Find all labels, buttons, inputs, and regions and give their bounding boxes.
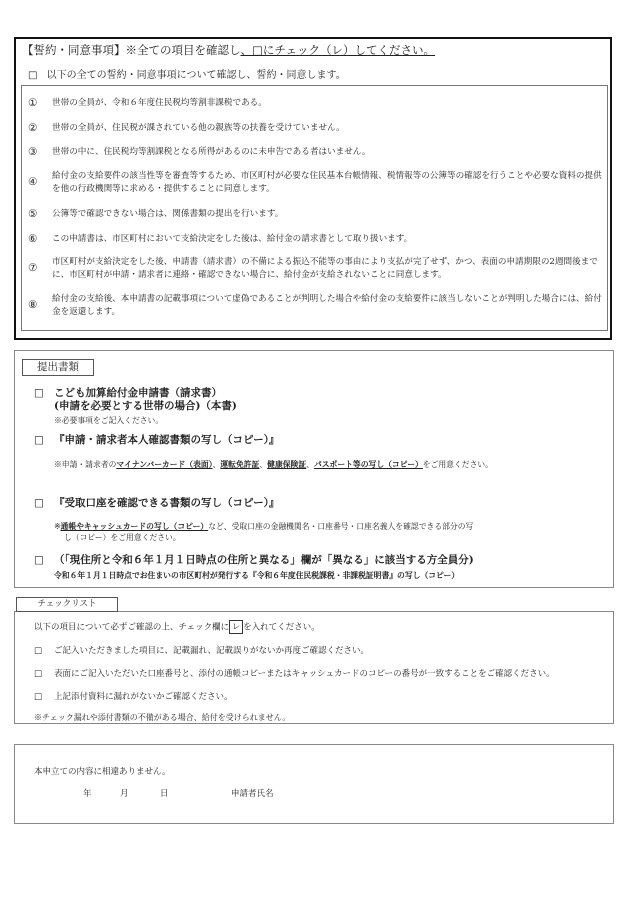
signature-month-label: 月	[120, 789, 129, 799]
pledge-item: ① 世帯の全員が、令和６年度住民税均等割非課税である。	[28, 97, 267, 109]
checklist-checkbox[interactable]: □	[34, 669, 43, 679]
pledge-item: ③ 世帯の中に、住民税均等割課税となる所得があるのに未申告である者はいません。	[28, 146, 371, 158]
document-note: ※必要事項をご記入ください。	[54, 416, 164, 425]
signature-year-label: 年	[83, 789, 92, 799]
checklist-intro: 以下の項目について必ずご確認の上、チェック欄に レ を入れてください。	[34, 622, 320, 633]
document-item-application[interactable]: □ こども加算給付金申請書（請求書） (申請を必要とする世帯の場合)（本書)	[34, 387, 237, 412]
pledge-item: ④ 給付金の支給要件の該当性等を審査等するため、市区町村が必要な住民基本台帳情報、税情報等の公簿等の確認を行うことや必要な資料の提供を他の行政機関等に求める・提供することに同意します。	[28, 171, 602, 194]
checklist-footnote: ※チェック漏れや添付書類の不備がある場合、給付を受けられません。	[34, 713, 291, 722]
pledge-agree-checkbox[interactable]: □	[28, 70, 38, 81]
checklist-item[interactable]: □ 上記添付資料に漏れがないかご確認ください。	[34, 692, 233, 702]
document-note: 令和６年１月１日時点でお住まいの市区町村が発行する『令和６年度住民税課税・非課税証明書』の写し（コピー）	[54, 571, 460, 580]
pledge-item: ⑥ この申請書は、市区町村において支給決定をした後は、給付金の請求書として取り扱います。	[28, 233, 413, 245]
document-checkbox[interactable]: □	[34, 497, 44, 509]
document-checkbox[interactable]: □	[34, 387, 44, 399]
checklist-item[interactable]: □ 表面にご記入いただいた口座番号と、添付の通帳コピーまたはキャッシュカードのコピーの番号が一致することをご確認ください。	[34, 669, 555, 679]
checklist-checkbox[interactable]: □	[34, 646, 43, 656]
applicant-name-label: 申請者氏名	[231, 789, 274, 799]
check-mark-box: レ	[229, 620, 243, 634]
document-item-account[interactable]: □ 『受取口座を確認できる書類の写し（コピー）』	[34, 497, 280, 509]
pledge-item: ⑧ 給付金の支給後、本申請書の記載事項について虚偽であることが判明した場合や給付金の支給要件に該当しないことが判明した場合には、給付金を返還します。	[28, 294, 602, 317]
document-checkbox[interactable]: □	[34, 434, 44, 446]
document-note: し（コピー）をご用意ください。	[64, 533, 181, 542]
document-note: ※通帳やキャッシュカードの写し（コピー）など、受取口座の金融機関名・口座番号・口座名義人を確認できる部分の写	[54, 522, 474, 531]
pledge-item: ⑤ 公簿等で確認できない場合は、関係書類の提出を行います。	[28, 208, 284, 220]
document-note: ※申請・請求者のマイナンバーカード（表面）、運転免許証、健康保険証、パスポート等の写し（コピー）をご用意ください。	[54, 460, 493, 469]
document-item-tax-certificate[interactable]: □ （「現住所と令和６年１月１日時点の住所と異なる」欄が「異なる」に該当する方全員分)	[34, 554, 474, 566]
pledge-agree-label: 以下の全ての誓約・同意事項について確認し、誓約・同意します。	[46, 70, 346, 81]
documents-title: 提出書類	[22, 359, 94, 376]
signature-statement: 本申立ての内容に相違ありません。	[34, 767, 171, 777]
checklist-item[interactable]: □ ご記入いただきました項目に、記載漏れ、記載誤りがないか再度ご確認ください。	[34, 646, 370, 656]
signature-day-label: 日	[160, 789, 169, 799]
pledge-item: ⑦ 市区町村が支給決定をした後、申請書（請求書）の不備による振込不能等の事由により支払が完了せず、かつ、表面の申請期限の2週間後までに、市区町村が申請・請求者に連絡・確認できない場合に、給付金が支給されないことに同意します。	[28, 257, 598, 280]
signature-section	[14, 744, 614, 824]
checklist-title: チェックリスト	[16, 597, 118, 612]
pledge-agree-row[interactable]	[28, 66, 346, 81]
document-item-identity[interactable]: □ 『申請・請求者本人確認書類の写し（コピー）』	[34, 434, 280, 446]
pledge-item: ② 世帯の全員が、住民税が課されている他の親族等の扶養を受けていません。	[28, 122, 345, 134]
document-checkbox[interactable]: □	[34, 554, 44, 566]
checklist-checkbox[interactable]: □	[34, 692, 43, 702]
pledge-title: 【誓約・同意事項】※全ての項目を確認し、□にチェック（レ）してください。	[22, 43, 436, 57]
